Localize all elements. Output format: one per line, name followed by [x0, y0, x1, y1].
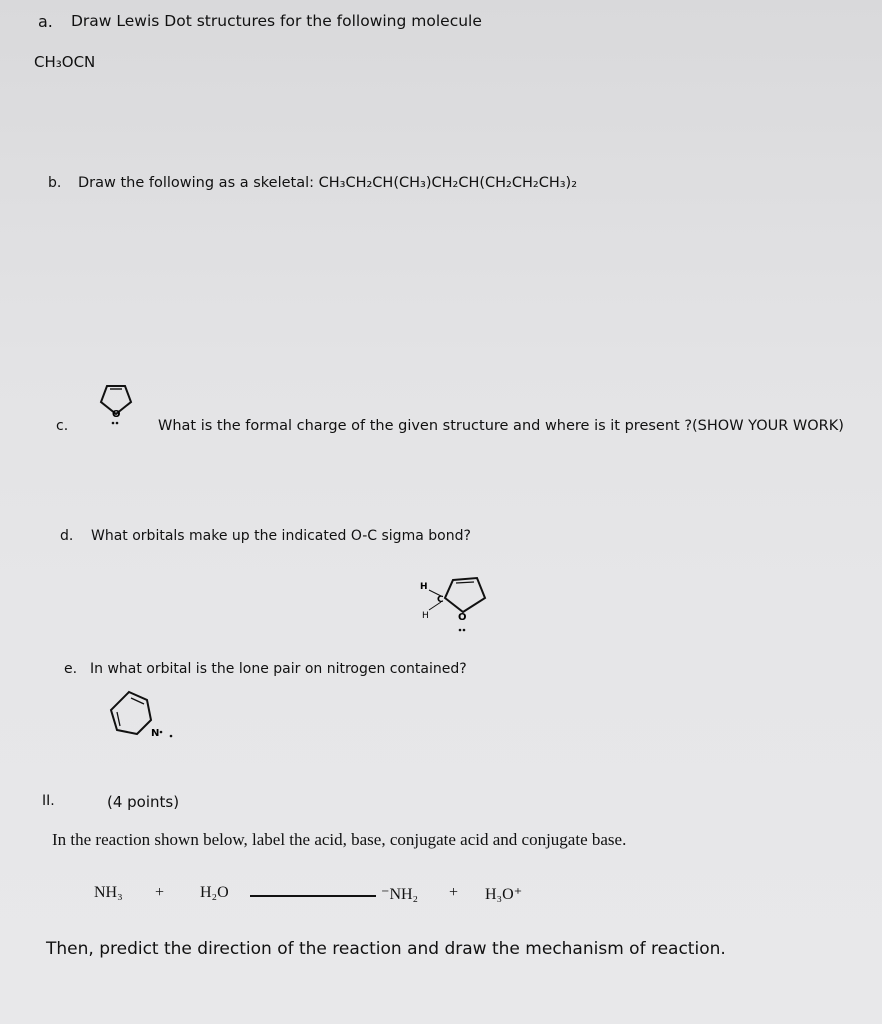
part-d-carbon-atom: C — [437, 595, 444, 605]
part-c-label: c. — [56, 418, 69, 434]
part-e-nitrogen-atom: N — [151, 728, 160, 739]
product-hydronium: H₃O⁺ — [485, 886, 523, 903]
section-ii-points: (4 points) — [107, 793, 180, 811]
section-ii-followup: Then, predict the direction of the reaction and draw the mechanism of reaction. — [46, 939, 726, 959]
part-d-ring-structure — [415, 572, 495, 642]
part-b-label: b. — [48, 175, 62, 191]
part-c-question: What is the formal charge of the given structure and where is it present ?(SHOW YOUR WORK) — [158, 418, 844, 434]
reaction-arrow — [250, 893, 378, 899]
part-c-oxygen-atom: O — [112, 409, 121, 420]
part-d-label: d. — [60, 528, 74, 544]
product-amide: ⁻NH₂ — [381, 886, 419, 903]
section-ii-instruction: In the reaction shown below, label the acid, base, conjugate acid and conjugate base. — [52, 830, 627, 849]
part-b-question: Draw the following as a skeletal: CH₃CH₂CH(CH₃)CH₂CH(CH₂CH₂CH₃)₂ — [78, 175, 578, 191]
part-a-label: a. — [38, 12, 53, 31]
part-a-question: Draw Lewis Dot structures for the following molecule — [71, 12, 482, 30]
part-d-hydrogen-1: H — [420, 582, 428, 592]
plus-sign-2: + — [449, 884, 459, 901]
section-ii-numeral: II. — [42, 793, 55, 809]
part-e-question: In what orbital is the lone pair on nitrogen contained? — [90, 661, 467, 677]
part-e-label: e. — [64, 661, 78, 677]
part-c-ring-structure — [90, 372, 150, 442]
reactant-water: H₂O — [200, 884, 229, 901]
part-d-oxygen-atom: O — [458, 612, 467, 623]
part-a-formula: CH₃OCN — [34, 53, 96, 71]
part-d-question: What orbitals make up the indicated O-C sigma bond? — [91, 528, 471, 544]
reactant-ammonia: NH₃ — [94, 884, 123, 901]
bleed-through-text — [40, 290, 45, 308]
part-e-pyridine-structure — [105, 688, 185, 748]
plus-sign-1: + — [155, 884, 165, 901]
part-d-hydrogen-2: H — [422, 611, 429, 621]
